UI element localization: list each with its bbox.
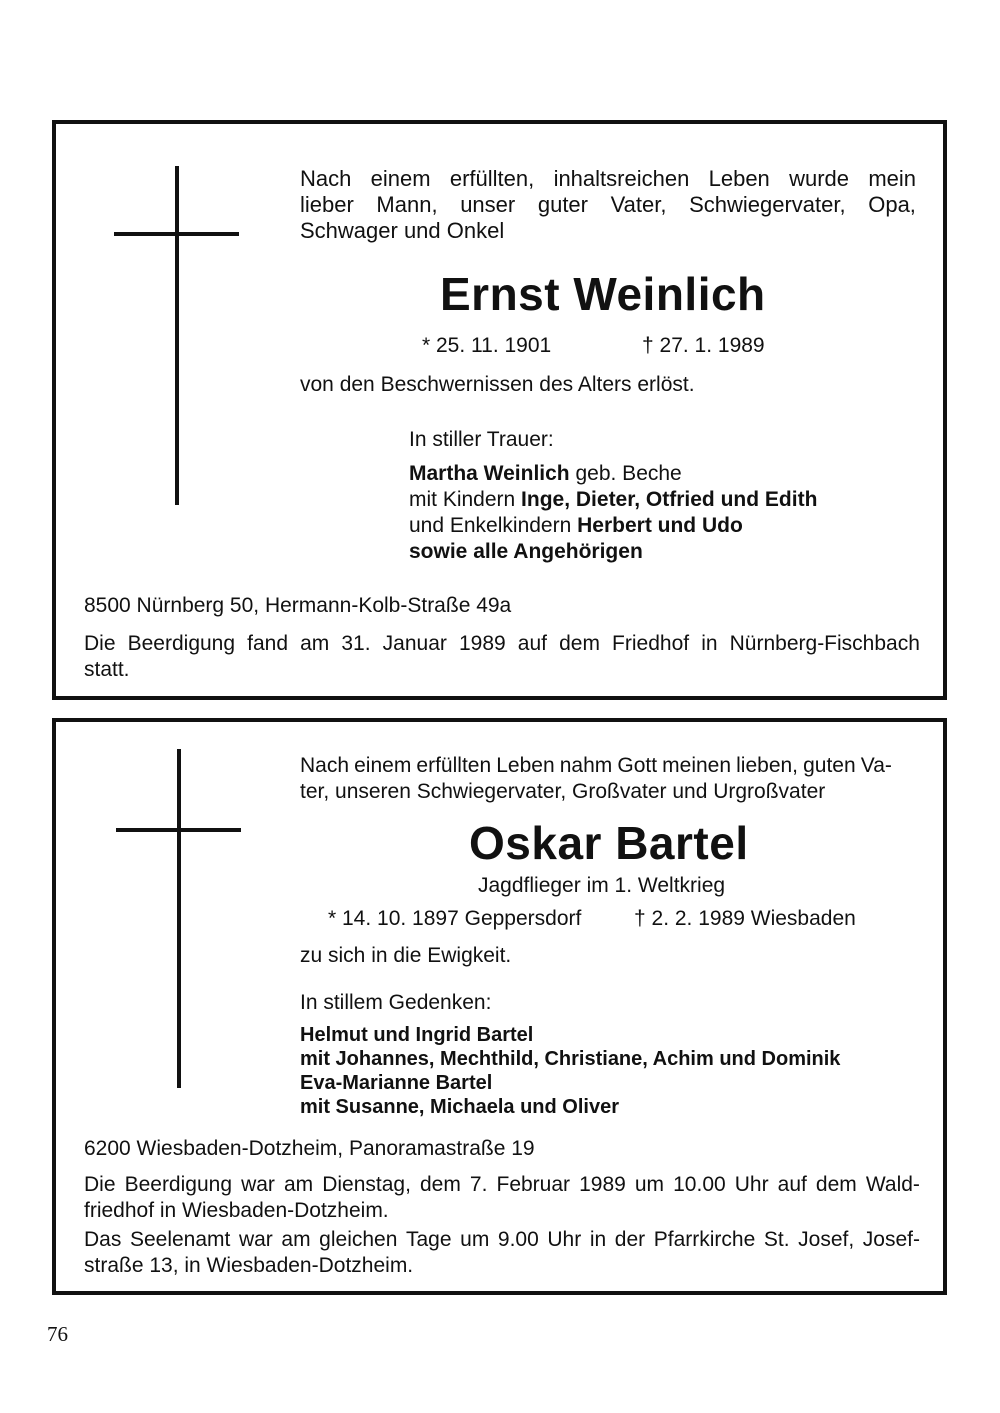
word: 7. — [469, 1173, 488, 1196]
family-line — [409, 461, 682, 487]
word: Leben — [708, 166, 770, 191]
deceased-name: Ernst Weinlich — [440, 268, 766, 320]
word: Dienstag, — [322, 1173, 411, 1196]
word: Die — [84, 632, 116, 655]
word: Gott — [617, 754, 658, 777]
word: in — [589, 1228, 607, 1251]
word: wurde — [789, 166, 850, 191]
word: Tage — [406, 1228, 452, 1251]
family-line — [409, 513, 743, 539]
word: am — [300, 632, 330, 655]
family-name-rest: geb. Beche — [569, 462, 682, 485]
word: inhaltsreichen — [553, 166, 690, 191]
release-line: von den Beschwernissen des Alters erlöst. — [300, 373, 695, 396]
word: Pfarrkirche — [653, 1228, 756, 1251]
family-line: Helmut und Ingrid Bartel — [300, 1024, 534, 1046]
word: unser — [460, 192, 516, 217]
address: 6200 Wiesbaden-Dotzheim, Panoramastraße 19 — [84, 1137, 535, 1160]
burial-paragraph — [84, 1172, 920, 1224]
word: guten — [803, 754, 856, 777]
word: um — [634, 1173, 665, 1196]
word: 1989 — [579, 1173, 626, 1196]
birth-date: * 14. 10. 1897 Geppersdorf — [328, 907, 582, 930]
word: Nürnberg-Fischbach — [729, 632, 920, 655]
eternity-line: zu sich in die Ewigkeit. — [300, 944, 512, 967]
word: guter — [537, 192, 588, 217]
word: nahm — [559, 754, 613, 777]
word: auf — [777, 1173, 807, 1196]
burial-line — [84, 631, 920, 657]
intro-line — [300, 192, 916, 218]
word: lieber — [300, 192, 354, 217]
burial-line: friedhof in Wiesbaden-Dotzheim. — [84, 1199, 389, 1222]
cross-icon-horizontal — [116, 828, 241, 832]
birth-date: * 25. 11. 1901 — [422, 334, 552, 357]
word: um — [460, 1228, 490, 1251]
word: auf — [517, 632, 547, 655]
obituary-notice-weinlich — [52, 120, 947, 700]
word: 1989 — [458, 632, 506, 655]
word: dem — [815, 1173, 857, 1196]
word: Opa, — [868, 192, 916, 217]
word: war — [238, 1228, 273, 1251]
word: Schwiegervater, — [689, 192, 846, 217]
intro-line — [300, 753, 892, 779]
family-line: sowie alle Angehörigen — [409, 540, 643, 563]
word: Januar — [382, 632, 447, 655]
deceased-name: Oskar Bartel — [469, 817, 749, 869]
word: in — [701, 632, 718, 655]
word: Uhr — [734, 1173, 769, 1196]
requiem-line: straße 13, in Wiesbaden-Dotzheim. — [84, 1254, 414, 1277]
word: Februar — [496, 1173, 571, 1196]
word: einem — [370, 166, 431, 191]
family-line: Eva-Marianne Bartel — [300, 1072, 493, 1094]
death-date: † 27. 1. 1989 — [642, 334, 765, 357]
word: erfüllten, — [449, 166, 535, 191]
word: fand — [247, 632, 288, 655]
word: am — [283, 1173, 314, 1196]
word: Beerdigung — [127, 632, 236, 655]
word: Josef- — [862, 1228, 920, 1251]
burial-line — [84, 1172, 920, 1198]
word: St. — [763, 1228, 790, 1251]
cross-icon-horizontal — [114, 232, 239, 236]
family-prefix: und Enkelkindern — [409, 514, 578, 537]
word: dem — [420, 1173, 461, 1196]
address: 8500 Nürnberg 50, Hermann-Kolb-Straße 49a — [84, 594, 512, 617]
word: Va- — [860, 754, 892, 777]
family-prefix: mit Kindern — [409, 488, 522, 511]
burial-line: statt. — [84, 658, 130, 681]
death-date: † 2. 2. 1989 Wiesbaden — [634, 907, 856, 930]
word: Josef, — [798, 1228, 855, 1251]
intro-line — [300, 166, 916, 192]
word: Beerdigung — [124, 1173, 232, 1196]
word: lieben, — [736, 754, 799, 777]
word: Vater, — [610, 192, 667, 217]
page-number: 76 — [47, 1322, 68, 1346]
word: Die — [84, 1173, 116, 1196]
word: Leben — [496, 754, 555, 777]
word: gleichen — [319, 1228, 398, 1251]
word: dem — [559, 632, 600, 655]
requiem-paragraph — [84, 1227, 920, 1279]
word: Nach — [300, 754, 350, 777]
word: meinen — [662, 754, 732, 777]
family-name-bold: Martha Weinlich — [409, 462, 570, 485]
word: einem — [354, 754, 412, 777]
family-line: mit Susanne, Michaela und Oliver — [300, 1096, 619, 1118]
word: Friedhof — [612, 632, 690, 655]
intro-paragraph — [300, 166, 916, 244]
obituary-notice-bartel — [52, 718, 947, 1295]
family-children: Inge, Dieter, Otfried und Edith — [521, 488, 818, 511]
cross-icon-vertical — [175, 166, 179, 505]
word: 31. — [341, 632, 371, 655]
intro-line: Schwager und Onkel — [300, 218, 505, 243]
word: Seelenamt — [129, 1228, 231, 1251]
intro-paragraph — [300, 753, 892, 805]
family-grandchildren: Herbert und Udo — [577, 514, 743, 537]
word: Wald- — [865, 1173, 920, 1196]
word: Uhr — [547, 1228, 582, 1251]
word: mein — [868, 166, 916, 191]
requiem-line — [84, 1227, 920, 1253]
family-line — [409, 487, 817, 513]
deceased-title: Jagdflieger im 1. Weltkrieg — [478, 874, 726, 897]
word: erfüllten — [416, 754, 492, 777]
word: der — [614, 1228, 646, 1251]
burial-paragraph — [84, 631, 920, 683]
mourning-heading: In stiller Trauer: — [409, 428, 554, 451]
word: war — [241, 1173, 275, 1196]
cross-icon-vertical — [177, 749, 181, 1088]
word: 9.00 — [497, 1228, 539, 1251]
intro-line: ter, unseren Schwiegervater, Großvater und Urgroßvater — [300, 780, 826, 803]
word: Mann, — [376, 192, 438, 217]
word: am — [281, 1228, 311, 1251]
mourning-heading: In stillem Gedenken: — [300, 991, 492, 1014]
family-line: mit Johannes, Mechthild, Christiane, Achim und Dominik — [300, 1048, 841, 1070]
word: Das — [84, 1228, 122, 1251]
word: 10.00 — [673, 1173, 726, 1196]
word: Nach — [300, 166, 352, 191]
